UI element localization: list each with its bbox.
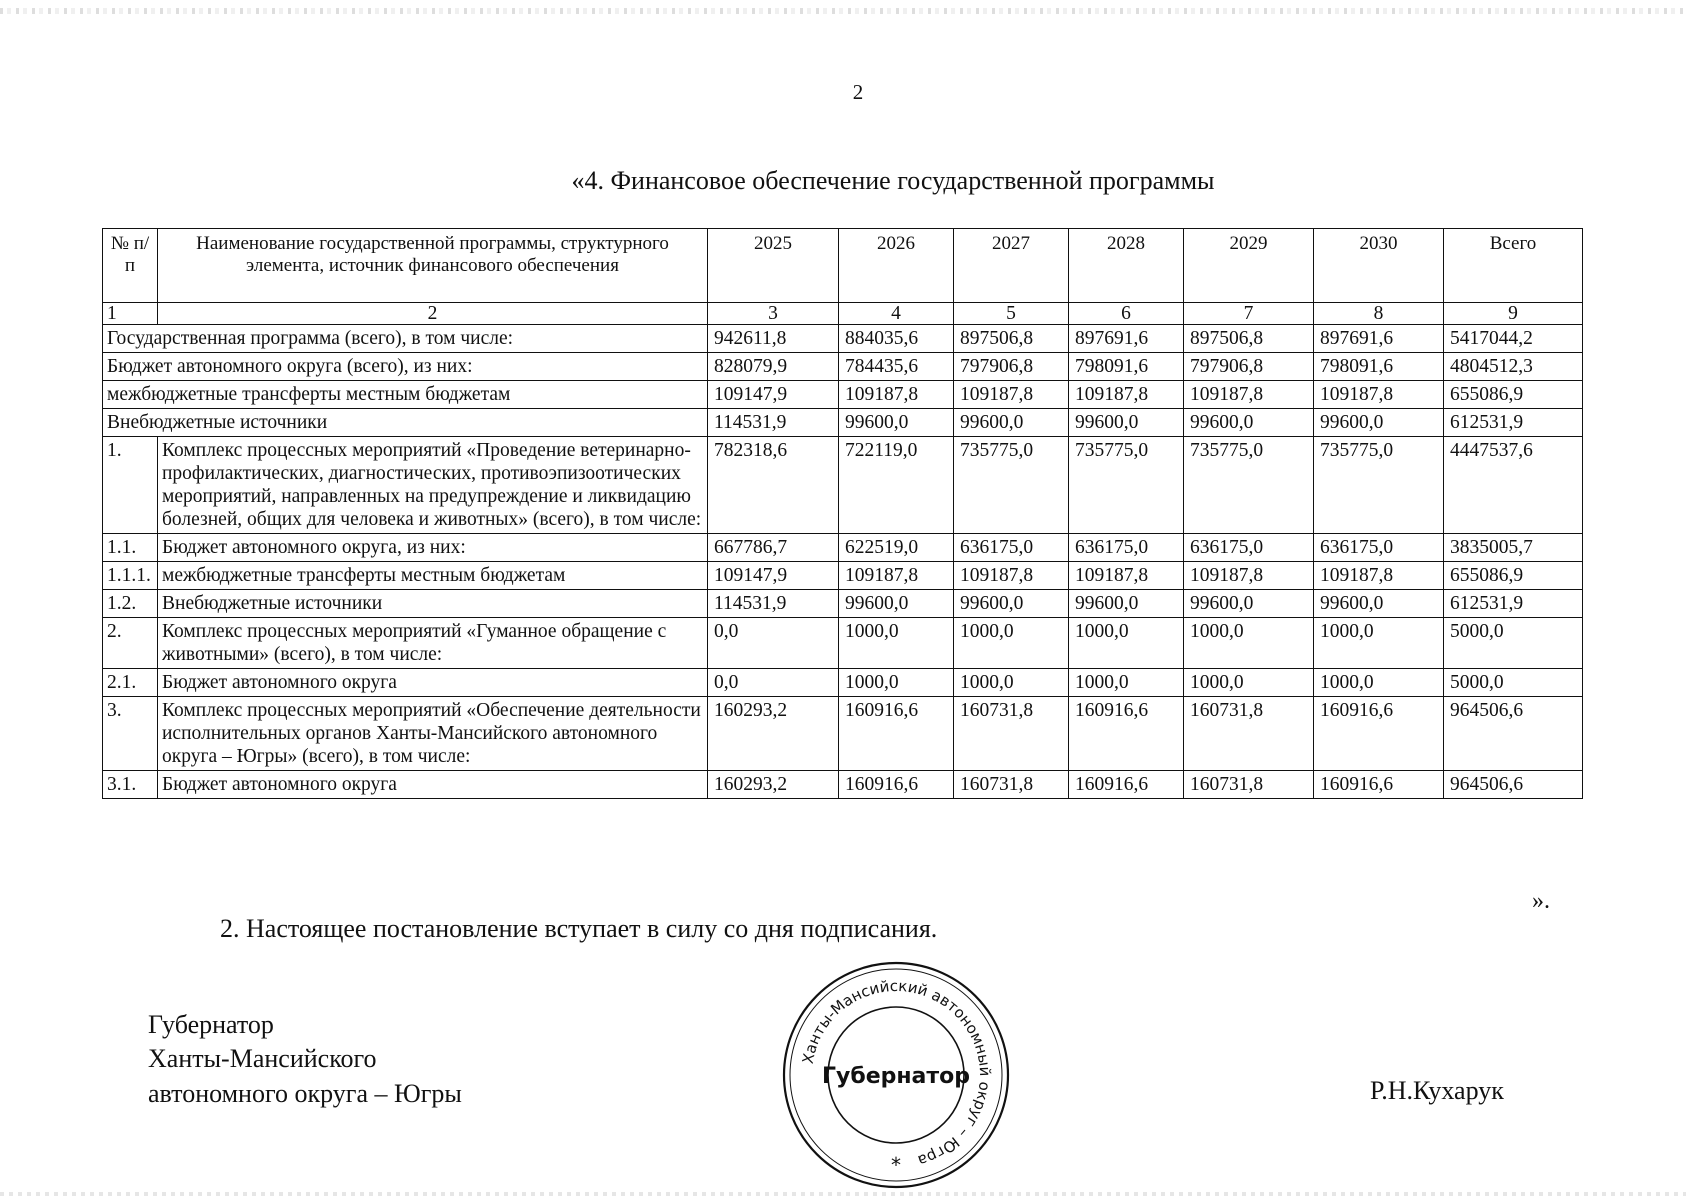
table-row	[103, 771, 1583, 799]
signatory-position-line: Губернатор	[148, 1010, 274, 1039]
column-number: 7	[1184, 303, 1314, 325]
table-row	[103, 697, 1583, 771]
page-number: 2	[852, 80, 864, 104]
row-value: 99600,0	[1184, 590, 1314, 618]
section-title: «4. Финансовое обеспечение государственной программы	[571, 166, 1215, 195]
row-value: 735775,0	[1314, 437, 1444, 534]
row-value: 114531,9	[708, 590, 839, 618]
row-value: 5417044,2	[1444, 325, 1583, 353]
row-value: 1000,0	[1184, 669, 1314, 697]
column-number: 6	[1069, 303, 1184, 325]
row-value: 99600,0	[1314, 409, 1444, 437]
row-value: 0,0	[708, 669, 839, 697]
row-value: 109187,8	[839, 562, 954, 590]
table-row	[103, 534, 1583, 562]
summary-row	[103, 409, 1583, 437]
row-value: 160731,8	[1184, 771, 1314, 799]
header-2027: 2027	[954, 229, 1069, 303]
column-number: 4	[839, 303, 954, 325]
header-2028: 2028	[1069, 229, 1184, 303]
table-row	[103, 669, 1583, 697]
row-value: 897506,8	[1184, 325, 1314, 353]
row-value: 109187,8	[954, 381, 1069, 409]
row-value: 828079,9	[708, 353, 839, 381]
row-value: 109187,8	[1184, 381, 1314, 409]
row-value: 109187,8	[1069, 562, 1184, 590]
header-2029: 2029	[1184, 229, 1314, 303]
row-name: Комплекс процессных мероприятий «Гуманное обращение с животными» (всего), в том числе:	[158, 618, 708, 669]
row-name: Государственная программа (всего), в том числе:	[103, 325, 708, 353]
row-value: 160731,8	[954, 771, 1069, 799]
column-number: 8	[1314, 303, 1444, 325]
header-2030: 2030	[1314, 229, 1444, 303]
row-value: 0,0	[708, 618, 839, 669]
row-value: 160731,8	[954, 697, 1069, 771]
row-value: 160916,6	[1314, 697, 1444, 771]
row-value: 667786,7	[708, 534, 839, 562]
row-name: межбюджетные трансферты местным бюджетам	[158, 562, 708, 590]
row-value: 636175,0	[1069, 534, 1184, 562]
row-value: 109187,8	[839, 381, 954, 409]
row-number: 1.	[103, 437, 158, 534]
row-value: 99600,0	[954, 409, 1069, 437]
row-value: 5000,0	[1444, 669, 1583, 697]
row-name: Бюджет автономного округа	[158, 669, 708, 697]
table-row	[103, 590, 1583, 618]
signatory-position	[148, 1008, 462, 1111]
stamp-star-icon: *	[891, 1153, 901, 1177]
column-number: 3	[708, 303, 839, 325]
row-value: 897691,6	[1314, 325, 1444, 353]
row-value: 1000,0	[1184, 618, 1314, 669]
row-value: 109187,8	[1314, 562, 1444, 590]
row-value: 160916,6	[1069, 697, 1184, 771]
row-value: 109187,8	[1069, 381, 1184, 409]
row-value: 109187,8	[954, 562, 1069, 590]
row-value: 5000,0	[1444, 618, 1583, 669]
header-2025: 2025	[708, 229, 839, 303]
summary-row	[103, 325, 1583, 353]
row-value: 109147,9	[708, 562, 839, 590]
row-value: 160731,8	[1184, 697, 1314, 771]
row-value: 784435,6	[839, 353, 954, 381]
stamp-ring-text: Ханты-Мансийский автономный округ – Югра	[798, 976, 995, 1170]
row-value: 798091,6	[1069, 353, 1184, 381]
row-value: 1000,0	[954, 669, 1069, 697]
table-row	[103, 618, 1583, 669]
row-value: 964506,6	[1444, 771, 1583, 799]
row-value: 612531,9	[1444, 590, 1583, 618]
column-number: 9	[1444, 303, 1583, 325]
scan-edge-bottom	[0, 1192, 1686, 1196]
row-value: 99600,0	[954, 590, 1069, 618]
signatory-name: Р.Н.Кухарук	[1370, 1076, 1504, 1105]
row-value: 798091,6	[1314, 353, 1444, 381]
table-body	[103, 303, 1583, 799]
row-value: 735775,0	[1184, 437, 1314, 534]
row-value: 636175,0	[1184, 534, 1314, 562]
financing-table	[102, 228, 1583, 799]
row-value: 1000,0	[1314, 669, 1444, 697]
row-value: 160916,6	[839, 697, 954, 771]
row-value: 99600,0	[1184, 409, 1314, 437]
row-value: 964506,6	[1444, 697, 1583, 771]
row-value: 1000,0	[954, 618, 1069, 669]
table-row	[103, 437, 1583, 534]
row-value: 636175,0	[954, 534, 1069, 562]
row-value: 884035,6	[839, 325, 954, 353]
header-2026: 2026	[839, 229, 954, 303]
row-name: Бюджет автономного округа (всего), из них:	[103, 353, 708, 381]
effective-date-paragraph: 2. Настоящее постановление вступает в силу со дня подписания.	[220, 914, 938, 943]
row-value: 1000,0	[839, 618, 954, 669]
row-value: 735775,0	[1069, 437, 1184, 534]
row-value: 99600,0	[839, 590, 954, 618]
column-number: 5	[954, 303, 1069, 325]
row-value: 636175,0	[1314, 534, 1444, 562]
row-name: Бюджет автономного округа, из них:	[158, 534, 708, 562]
signatory-position-line: Ханты-Мансийского	[148, 1044, 377, 1074]
row-value: 622519,0	[839, 534, 954, 562]
row-value: 99600,0	[1069, 590, 1184, 618]
scan-edge-top	[0, 8, 1686, 14]
row-value: 897691,6	[1069, 325, 1184, 353]
header-name: Наименование государственной программы, структурного элемента, источник финансового обеспечения	[158, 229, 708, 303]
row-name: Комплекс процессных мероприятий «Обеспечение деятельности исполнительных органов Ханты-Мансийского автономного округа – Югры» (всего), в том числе:	[158, 697, 708, 771]
row-value: 160293,2	[708, 771, 839, 799]
row-number: 3.1.	[103, 771, 158, 799]
summary-row	[103, 381, 1583, 409]
row-value: 160916,6	[1314, 771, 1444, 799]
header-num: № п/п	[103, 229, 158, 303]
row-value: 655086,9	[1444, 381, 1583, 409]
row-value: 160916,6	[839, 771, 954, 799]
row-value: 109187,8	[1314, 381, 1444, 409]
row-number: 1.2.	[103, 590, 158, 618]
row-name: Внебюджетные источники	[158, 590, 708, 618]
row-value: 797906,8	[1184, 353, 1314, 381]
column-number: 2	[158, 303, 708, 325]
row-value: 3835005,7	[1444, 534, 1583, 562]
row-value: 114531,9	[708, 409, 839, 437]
table-row	[103, 562, 1583, 590]
row-value: 1000,0	[1069, 618, 1184, 669]
row-value: 722119,0	[839, 437, 954, 534]
row-value: 99600,0	[1069, 409, 1184, 437]
row-number: 2.1.	[103, 669, 158, 697]
column-number: 1	[103, 303, 158, 325]
row-value: 1000,0	[1314, 618, 1444, 669]
column-number-row	[103, 303, 1583, 325]
row-value: 160293,2	[708, 697, 839, 771]
row-number: 1.1.	[103, 534, 158, 562]
row-value: 942611,8	[708, 325, 839, 353]
row-value: 109147,9	[708, 381, 839, 409]
signatory-position-line: автономного округа – Югры	[148, 1078, 462, 1108]
row-number: 3.	[103, 697, 158, 771]
row-name: Комплекс процессных мероприятий «Проведение ветеринарно-профилактических, диагностических, противоэпизоотических мероприятий, направленных на предупреждение и ликвидацию болезней, общих для человека и животных» (всего), в том числе:	[158, 437, 708, 534]
closing-quote: ».	[1532, 888, 1550, 914]
row-value: 897506,8	[954, 325, 1069, 353]
row-value: 1000,0	[839, 669, 954, 697]
row-name: Бюджет автономного округа	[158, 771, 708, 799]
row-value: 4804512,3	[1444, 353, 1583, 381]
summary-row	[103, 353, 1583, 381]
row-value: 4447537,6	[1444, 437, 1583, 534]
row-value: 99600,0	[1314, 590, 1444, 618]
row-value: 160916,6	[1069, 771, 1184, 799]
row-value: 109187,8	[1184, 562, 1314, 590]
row-value: 735775,0	[954, 437, 1069, 534]
row-name: межбюджетные трансферты местным бюджетам	[103, 381, 708, 409]
row-number: 2.	[103, 618, 158, 669]
row-value: 612531,9	[1444, 409, 1583, 437]
official-stamp	[780, 960, 1012, 1190]
row-value: 782318,6	[708, 437, 839, 534]
row-number: 1.1.1.	[103, 562, 158, 590]
row-value: 655086,9	[1444, 562, 1583, 590]
header-total: Всего	[1444, 229, 1583, 303]
row-value: 1000,0	[1069, 669, 1184, 697]
stamp-center-text: Губернатор	[821, 1064, 971, 1089]
row-value: 99600,0	[839, 409, 954, 437]
row-value: 797906,8	[954, 353, 1069, 381]
header-row	[103, 229, 1583, 303]
row-name: Внебюджетные источники	[103, 409, 708, 437]
